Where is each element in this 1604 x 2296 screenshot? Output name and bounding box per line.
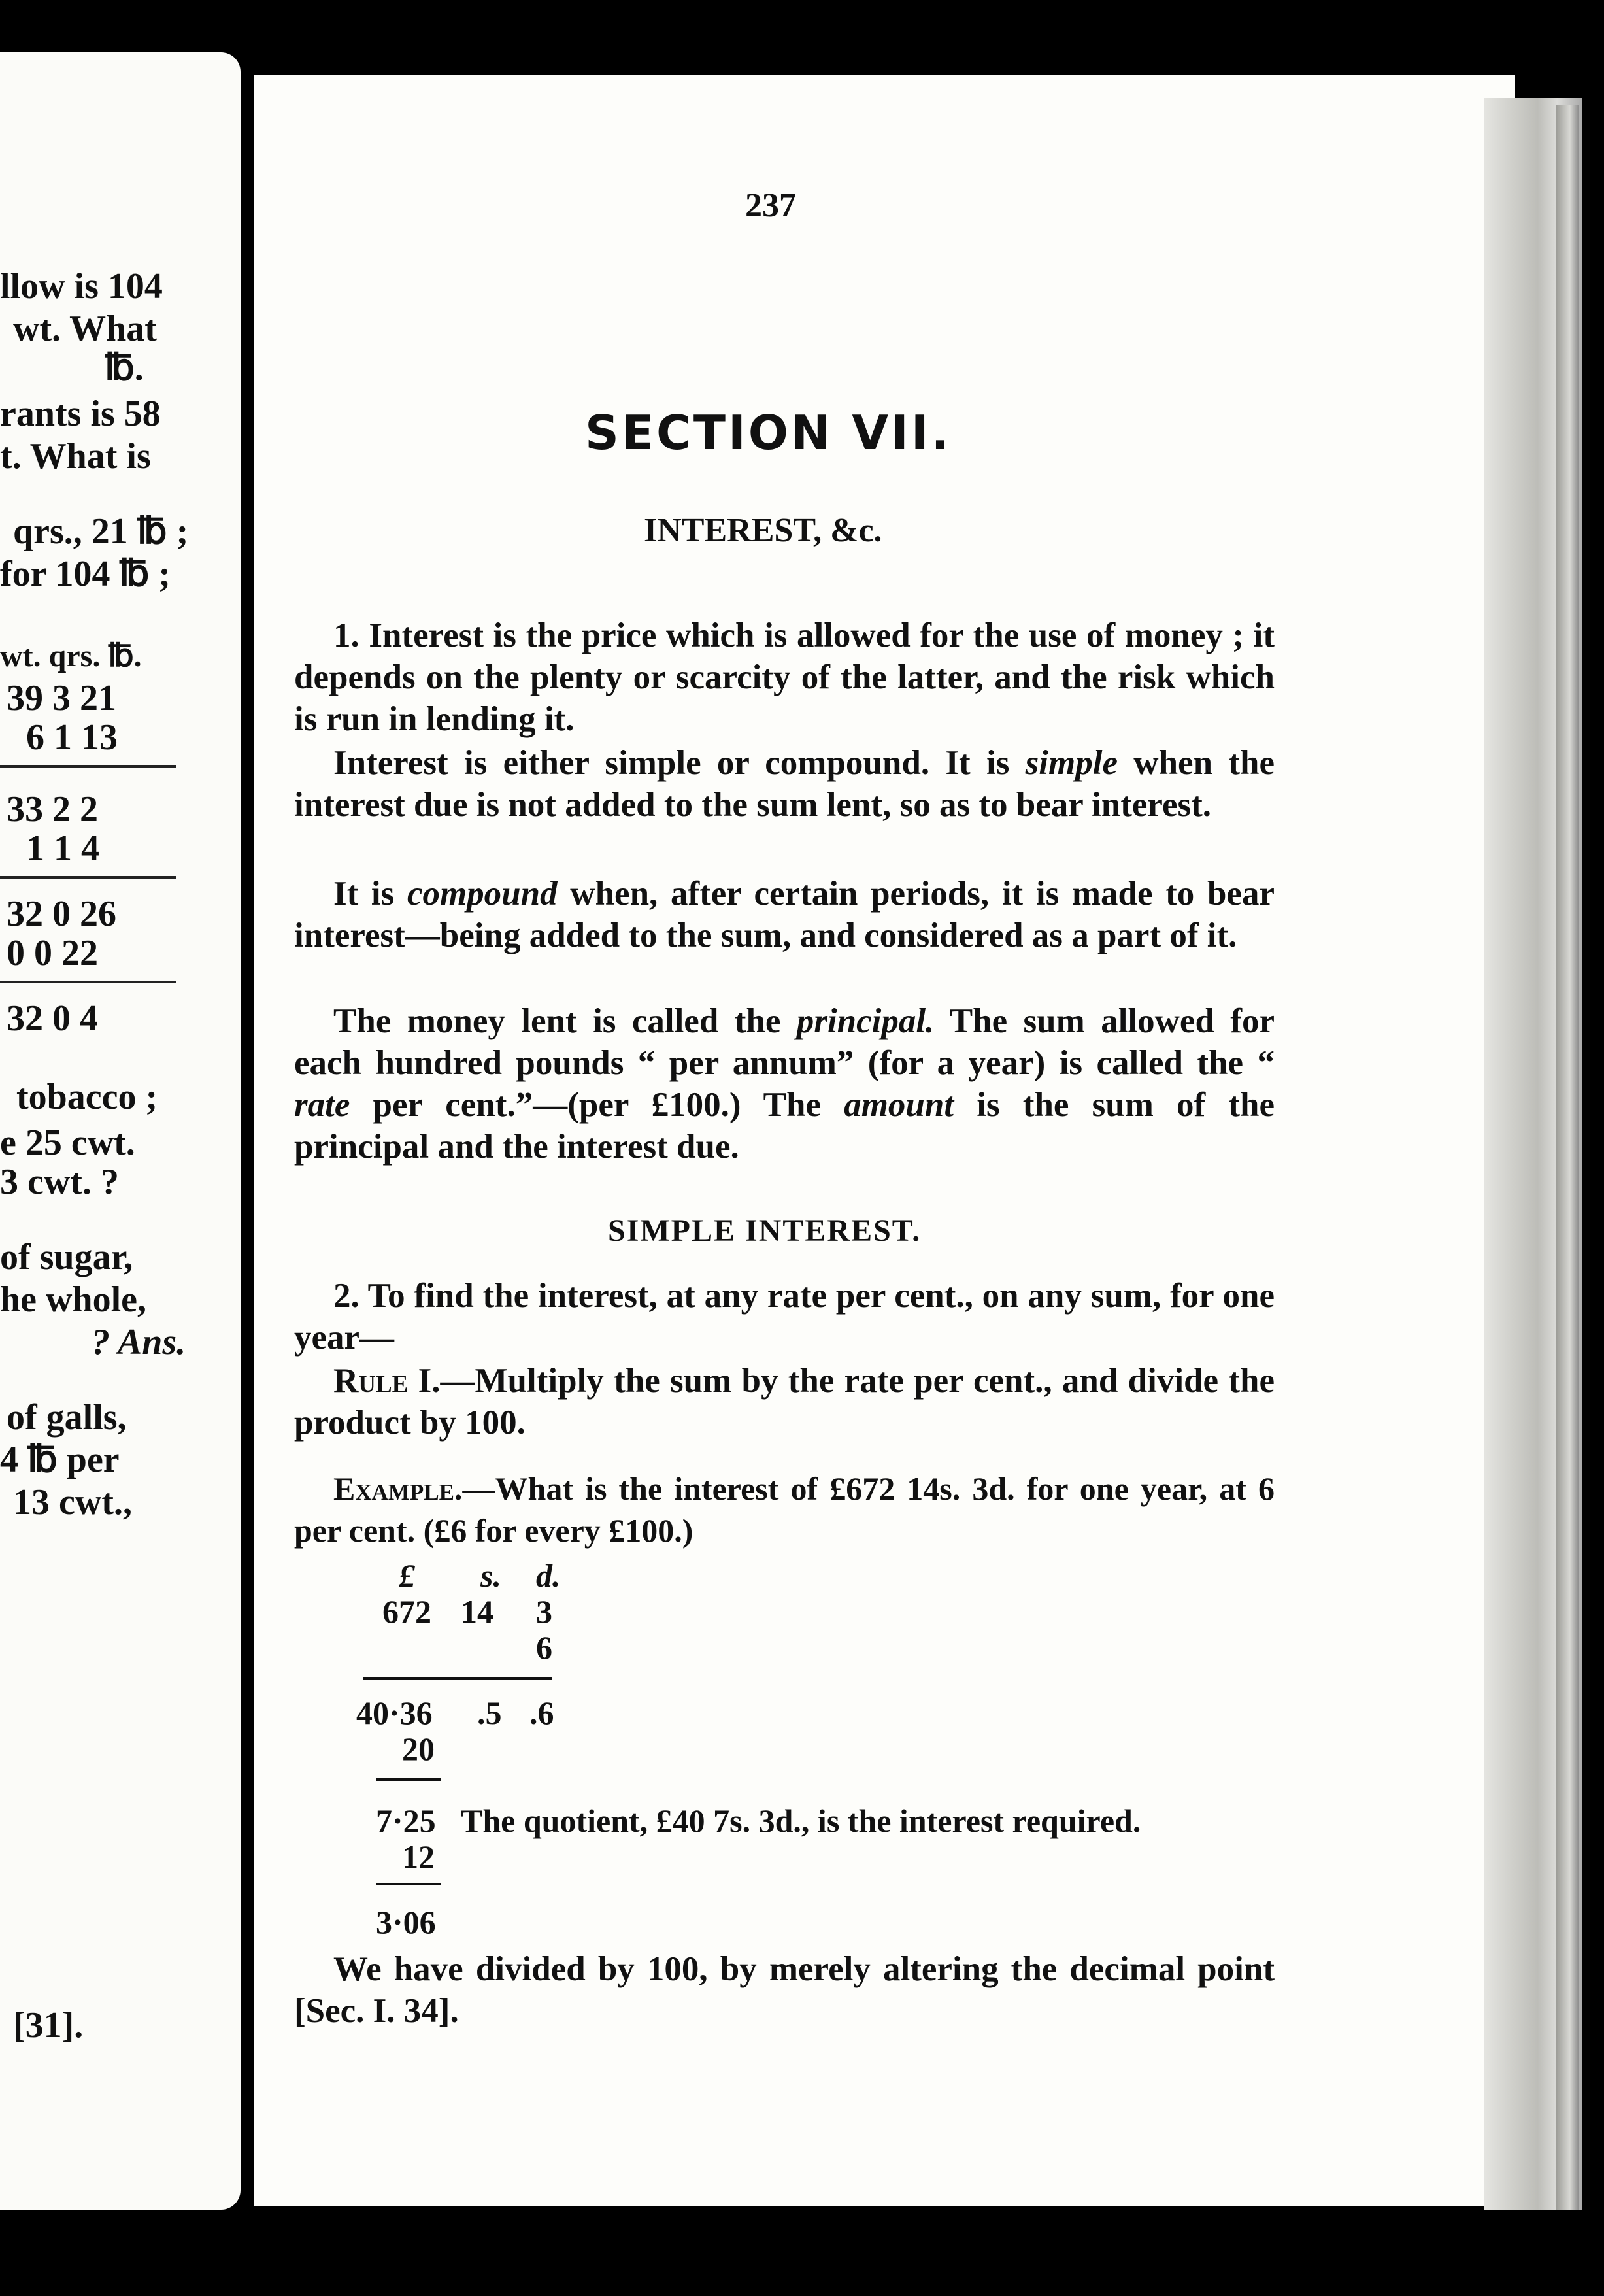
calc-pence-result: 3·06 xyxy=(376,1904,436,1940)
emphasis-compound: compound xyxy=(407,875,558,913)
emphasis-simple: simple xyxy=(1025,744,1118,782)
calc-product-pounds: 40·36 xyxy=(356,1695,433,1731)
simple-interest-heading: SIMPLE INTEREST. xyxy=(608,1213,922,1248)
calc-product-pence: .6 xyxy=(529,1695,554,1731)
left-line: 13 cwt., xyxy=(13,1482,132,1523)
text-run: is the sum of the principal and the interest due. xyxy=(294,1086,1275,1166)
text-run: when the interest due is not added to the sum lent, so as to bear interest. xyxy=(294,744,1275,824)
left-line: e 25 cwt. xyxy=(0,1123,135,1163)
left-line: for 104 ℔ ; xyxy=(0,554,171,594)
emphasis-amount: amount xyxy=(844,1086,954,1124)
left-line: ? Ans. xyxy=(92,1322,186,1362)
calc-shillings-result: 7·25 xyxy=(376,1802,436,1839)
calc-header-pence: d. xyxy=(536,1557,561,1594)
left-line: llow is 104 xyxy=(0,266,163,307)
example-paragraph xyxy=(294,1468,1275,1551)
example-text: —What is the interest of £672 14s. 3d. for one year, at 6 per cent. (£6 for every £100.) xyxy=(294,1470,1275,1549)
paragraph-text: Interest is the price which is allowed for the use of money ; it depends on the plenty or scarcity of the latter, and the risk which is run in lending it. xyxy=(294,616,1275,738)
text-run: The money lent is called the xyxy=(333,1002,797,1040)
calc-shillings: 14 xyxy=(461,1593,493,1630)
text-run: when, after certain periods, it is made to bear interest—being added to the sum, and considered as a part of it. xyxy=(294,875,1275,954)
left-rule xyxy=(0,981,176,983)
left-line: t. What is xyxy=(0,436,151,477)
rule-paragraph xyxy=(294,1360,1275,1443)
example-label: Example. xyxy=(333,1470,463,1507)
left-line: wt. qrs. ℔. xyxy=(0,639,142,673)
left-line: 4 ℔ per xyxy=(0,1440,120,1480)
left-line: rants is 58 xyxy=(0,394,161,434)
paragraph-1 xyxy=(294,615,1275,740)
calc-pounds: 672 xyxy=(382,1593,431,1630)
calc-header-pounds: £ xyxy=(399,1557,415,1594)
calc-times-12: 12 xyxy=(402,1838,435,1875)
left-line: 0 0 22 xyxy=(7,933,98,973)
left-line: wt. What xyxy=(13,309,157,349)
text-run: per cent.”—(per £100.) The xyxy=(350,1086,844,1124)
rule-text: —Multiply the sum by the rate per cent., and divide the product by 100. xyxy=(294,1362,1275,1442)
left-page xyxy=(0,52,241,2210)
calc-rule xyxy=(376,1883,441,1885)
rule-label: Rule I. xyxy=(333,1362,441,1400)
section-title: SECTION VII. xyxy=(585,405,952,460)
calc-multiplier: 6 xyxy=(536,1629,552,1666)
left-line: 33 2 2 xyxy=(7,789,98,830)
paragraph-4 xyxy=(294,1000,1275,1168)
section-subtitle: INTEREST, &c. xyxy=(644,512,882,549)
page-number: 237 xyxy=(745,187,796,224)
paragraph-2 xyxy=(294,742,1275,826)
calc-times-20: 20 xyxy=(402,1730,435,1767)
calc-pence: 3 xyxy=(536,1593,552,1630)
page-edge-shadow xyxy=(1556,105,1579,2210)
left-line: 1 1 4 xyxy=(26,828,99,869)
paragraph-number: 1. xyxy=(333,616,359,654)
left-line: 39 3 21 xyxy=(7,678,116,718)
emphasis-rate: rate xyxy=(294,1086,350,1124)
left-line: tobacco ; xyxy=(16,1077,158,1117)
calc-rule xyxy=(363,1677,552,1680)
paragraph-3 xyxy=(294,873,1275,956)
left-line: [31]. xyxy=(13,2005,84,2046)
paragraph-5: 2. To find the interest, at any rate per cent., on any sum, for one year— xyxy=(294,1277,1275,1357)
calc-quotient-note: The quotient, £40 7s. 3d., is the interest required. xyxy=(461,1802,1141,1839)
text-run: The sum allowed for each hundred pounds “ per annum” (for a year) is called the “ xyxy=(294,1002,1275,1082)
left-rule xyxy=(0,765,176,768)
left-line: he whole, xyxy=(0,1279,146,1320)
left-rule xyxy=(0,876,176,879)
emphasis-principal: principal. xyxy=(796,1002,935,1040)
calc-product-shillings: .5 xyxy=(477,1695,502,1731)
left-line: 3 cwt. ? xyxy=(0,1162,119,1202)
calc-header-shillings: s. xyxy=(480,1557,501,1594)
left-line: 32 0 26 xyxy=(7,894,116,934)
left-line: of sugar, xyxy=(0,1237,133,1277)
left-line: of galls, xyxy=(7,1397,127,1438)
left-line: 32 0 4 xyxy=(7,998,98,1039)
text-run: It is xyxy=(333,875,407,913)
closing-paragraph: We have divided by 100, by merely altering the decimal point [Sec. I. 34]. xyxy=(294,1950,1275,2030)
left-line: qrs., 21 ℔ ; xyxy=(13,511,189,552)
calc-rule xyxy=(376,1778,441,1781)
left-line: ℔. xyxy=(105,348,144,388)
left-line: 6 1 13 xyxy=(26,717,118,758)
text-run: Interest is either simple or compound. It is xyxy=(333,744,1026,782)
